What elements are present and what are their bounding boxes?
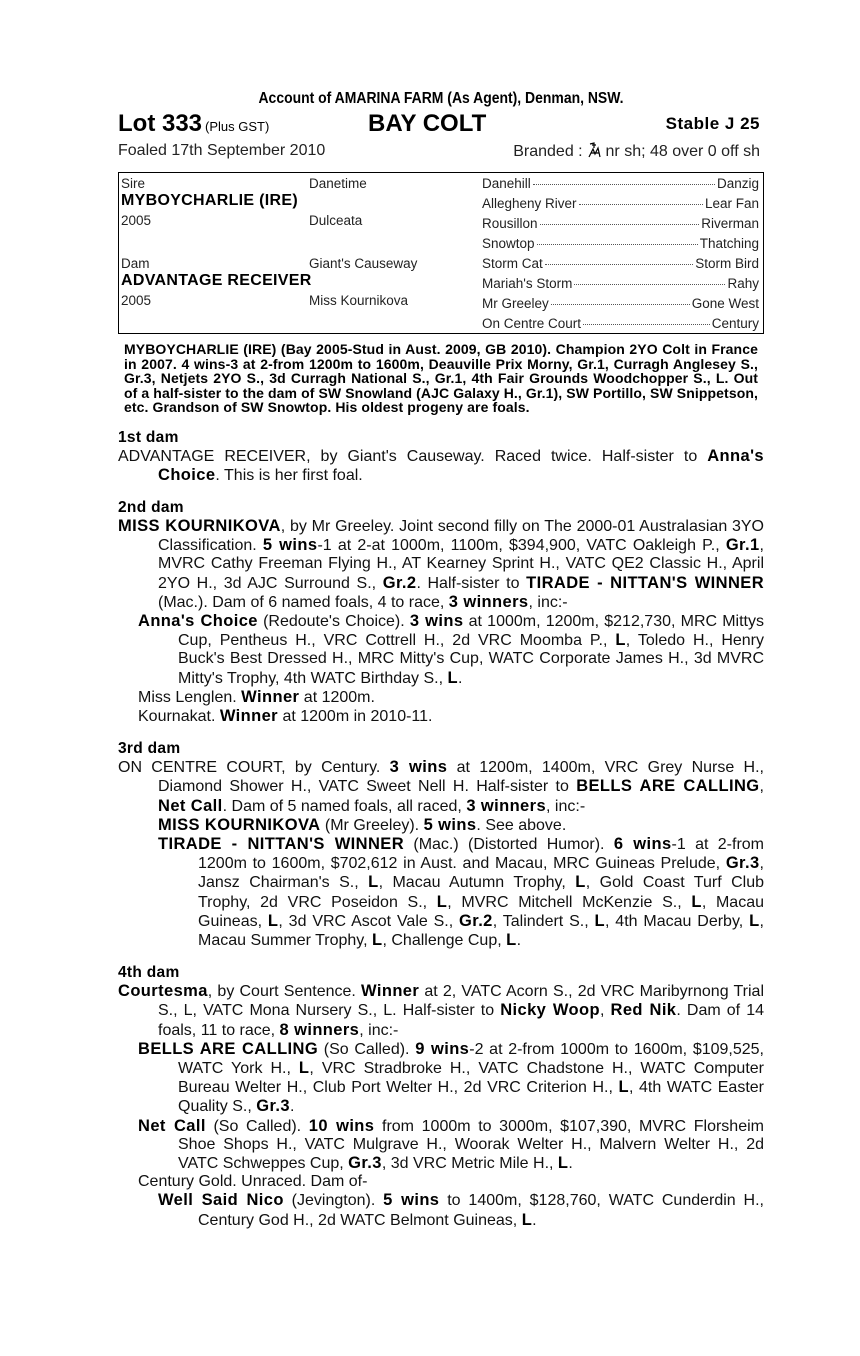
dot-leader	[540, 224, 700, 225]
sex-color: BAY COLT	[368, 110, 487, 137]
text: ,	[599, 1002, 611, 1020]
bold-text: Well Said Nico	[158, 1191, 284, 1210]
text: , by Mr Greeley. Joint second filly on The 2000-01 Australasian 3YO Classification.	[158, 517, 765, 555]
bold-text: Net Call	[158, 796, 223, 815]
grand-right: Riverman	[701, 216, 759, 231]
bold-text: Red Nik	[610, 1001, 677, 1020]
grand-ancestor-5	[482, 256, 759, 271]
pedigree-table	[118, 172, 764, 334]
progeny-kournakat	[118, 707, 764, 726]
bold-text: 3 wins	[389, 758, 448, 777]
bold-text: Gr.1	[725, 536, 760, 555]
text: (Mac.) (Distorted Humor).	[404, 835, 614, 853]
first-dam-heading: 1st dam	[118, 428, 179, 446]
bold-text: L	[447, 668, 458, 687]
branded-details: nr sh; 48 over 0 off sh	[605, 143, 760, 160]
text: ON CENTRE COURT, by Century.	[118, 759, 390, 777]
sire-label: Sire	[121, 176, 146, 191]
branded-info	[513, 142, 760, 161]
text: -1 at 2-from 1200m to 1600m, $702,612 in Aust. and Macau, MRC Guineas Prelude,	[198, 835, 765, 873]
text: . Dam of 5 named foals, all raced,	[222, 797, 467, 815]
grand-ancestor-7	[482, 296, 759, 311]
text: . Half-sister to	[416, 574, 527, 592]
text: -2 at 2-from 1000m to 1600m, $109,525, WATC York H.,	[178, 1040, 764, 1077]
bold-text: MISS KOURNIKOVA	[158, 815, 321, 834]
first-dam-paragraph	[118, 447, 764, 485]
bold-text: L	[749, 911, 760, 930]
text: , VRC Stradbroke H., VATC Chadstone H., WATC Computer Bureau Welter H., Club Port Welter H., 2d VRC Criterion H.,	[178, 1059, 765, 1097]
grand-ancestor-1	[482, 176, 759, 191]
fourth-dam-paragraph	[118, 982, 764, 1040]
bold-text: L	[436, 892, 448, 911]
text: , inc:-	[359, 1021, 399, 1039]
text: , inc:-	[528, 593, 568, 611]
grand-ancestor-4	[482, 236, 759, 251]
progeny-century-gold	[118, 1173, 764, 1191]
bold-text: Anna's Choice	[138, 611, 258, 630]
bold-text: TIRADE - NITTAN'S WINNER	[526, 573, 765, 592]
bold-text: Net Call	[138, 1116, 206, 1135]
text: -1 at 2-at 1000m, 1100m, $394,900, VATC Oakleigh P.,	[317, 537, 726, 555]
text: (So Called).	[205, 1117, 309, 1135]
bold-text: TIRADE - NITTAN'S WINNER	[158, 834, 405, 853]
second-dam-paragraph	[118, 517, 764, 612]
grand-right: Thatching	[699, 236, 759, 251]
bold-text: MISS KOURNIKOVA	[118, 516, 281, 535]
brand-icon	[587, 142, 601, 158]
text: at 1000m, 1200m, $212,730, MRC Mittys Cup, Pentheus H., VRC Cottrell H., 2d VRC Moomba P.,	[178, 612, 765, 650]
bold-text: BELLS ARE CALLING	[576, 777, 760, 796]
dot-leader	[545, 264, 693, 265]
bold-text: Gr.2	[459, 911, 493, 930]
third-dam-heading: 3rd dam	[118, 740, 181, 758]
dam-dam: Miss Kournikova	[309, 293, 409, 308]
bold-text: 8 winners	[279, 1020, 360, 1039]
bold-text: L	[615, 631, 626, 650]
text: . This is her first foal.	[215, 466, 363, 484]
dam-year: 2005	[121, 293, 152, 308]
text: .	[457, 669, 463, 687]
bold-text: 9 wins	[415, 1039, 470, 1058]
text: (Redoute's Choice).	[257, 612, 410, 630]
bold-text: L	[368, 873, 379, 892]
text: , Macau Summer Trophy,	[198, 912, 764, 949]
text: , 4th Macau Derby,	[605, 912, 750, 930]
bold-text: L	[521, 1210, 533, 1229]
bold-text: 3 winners	[466, 796, 547, 815]
text: ADVANTAGE RECEIVER, by Giant's Causeway. Raced twice. Half-sister to	[118, 447, 708, 465]
progeny-net-call	[118, 1117, 764, 1174]
sire-summary: MYBOYCHARLIE (IRE) (Bay 2005-Stud in Aust. 2009, GB 2010). Champion 2YO Colt in France in 2007. 4 wins-3 at 2-from 1200m to 1600m, Deauville Prix Morny, Gr.1, Curragh Anglesey S., Gr.3, Netjets 2YO S., 3d Curragh National S., Gr.1, 4th Fair Grounds Woodchopper S., L. Out of a half-sister to the dam of SW Snowland (AJC Galaxy H., Gr.1), SW Portillo, SW Snippetson, etc. Grandson of SW Snowtop. His oldest progeny are foals.	[124, 341, 758, 415]
third-dam-paragraph	[118, 758, 764, 816]
text: .	[532, 1211, 537, 1229]
text: (Mr Greeley).	[320, 816, 424, 834]
text: .	[516, 931, 522, 949]
text: (Jevington).	[283, 1192, 384, 1210]
sire-dam: Dulceata	[309, 213, 363, 228]
lot-label: Lot 333	[118, 110, 203, 137]
branded-label: Branded :	[513, 143, 583, 160]
text: (Mac.). Dam of 6 named foals, 4 to race,	[158, 593, 449, 611]
dot-leader	[533, 184, 715, 185]
dot-leader	[551, 304, 690, 305]
text: .	[289, 1098, 295, 1116]
dot-leader	[537, 244, 698, 245]
grand-left: Snowtop	[482, 236, 535, 251]
grand-right: Rahy	[727, 276, 759, 291]
bold-text: L	[618, 1078, 629, 1097]
grand-ancestor-3	[482, 216, 759, 231]
bold-text: 3 wins	[409, 611, 464, 630]
progeny-bells-are-calling	[118, 1040, 764, 1117]
vendor-account: Account of AMARINA FARM (As Agent), Denman, NSW.	[258, 90, 624, 107]
bold-text: L	[691, 892, 702, 911]
text: to 1400m, $128,760, WATC Cunderdin H., Century God H., 2d WATC Belmont Guineas,	[198, 1192, 764, 1229]
dam-sire: Giant's Causeway	[309, 256, 418, 271]
sire-year: 2005	[121, 213, 152, 228]
lot-row	[118, 110, 764, 140]
bold-text: L	[267, 911, 279, 930]
dot-leader	[574, 284, 725, 285]
bold-text: Courtesma	[118, 982, 208, 1001]
text: , MVRC Cathy Freeman Flying H., AT Kearney Sprint H., VATC QE2 Classic H., April 2YO H., 3d AJC Surround S.,	[158, 537, 764, 592]
grand-left: Storm Cat	[482, 256, 543, 271]
text: (So Called).	[318, 1040, 416, 1058]
text: at 1200m, 1400m, VRC Grey Nurse H., Diamond Shower H., VATC Sweet Nell H. Half-sister to	[158, 759, 764, 796]
bold-text: 5 wins	[423, 815, 477, 834]
progeny-annas-choice	[118, 612, 764, 688]
grand-ancestor-2	[482, 196, 759, 211]
plus-gst-note: (Plus GST)	[205, 119, 270, 134]
bold-text: L	[506, 930, 517, 949]
stable-number: Stable J 25	[665, 114, 760, 133]
text: at 1200m in 2010-11.	[278, 707, 433, 725]
bold-text: L	[298, 1058, 310, 1077]
bold-text: 5 wins	[262, 536, 318, 555]
text: , Jansz Chairman's S.,	[198, 855, 764, 892]
text: , Macau Guineas,	[198, 893, 765, 930]
text: , 4th WATC Easter Quality S.,	[178, 1079, 764, 1116]
bold-text: Gr.2	[382, 573, 417, 592]
bold-text: Gr.3	[725, 854, 760, 873]
grand-left: Allegheny River	[482, 196, 577, 211]
text: , Challenge Cup,	[382, 931, 507, 949]
grand-left: Rousillon	[482, 216, 538, 231]
bold-text: 6 wins	[613, 834, 672, 853]
bold-text: L	[371, 930, 383, 949]
bold-text: Winner	[361, 982, 420, 1001]
bold-text: Nicky Woop	[500, 1001, 600, 1020]
text: , Talindert S.,	[492, 912, 595, 930]
text: at 2, VATC Acorn S., 2d VRC Maribyrnong Trial S., L, VATC Mona Nursery S., L. Half-sister to	[158, 983, 764, 1020]
foaled-row	[118, 140, 764, 166]
text: , Gold Coast Turf Club Trophy, 2d VRC Poseidon S.,	[198, 874, 765, 911]
fourth-dam-heading: 4th dam	[118, 964, 180, 982]
progeny-well-said-nico	[118, 1191, 764, 1229]
grand-right: Lear Fan	[704, 196, 759, 211]
text: , MVRC Mitchell McKenzie S.,	[447, 893, 692, 911]
grand-ancestor-6	[482, 276, 759, 291]
grand-left: Mr Greeley	[482, 296, 549, 311]
text: .	[568, 1155, 573, 1172]
bold-text: Anna's Choice	[158, 446, 764, 484]
catalogue-page	[118, 90, 764, 1230]
grand-left: On Centre Court	[482, 316, 582, 331]
bold-text: Gr.3	[348, 1154, 382, 1172]
text: Kournakat.	[138, 707, 220, 725]
bold-text: 3 winners	[448, 592, 529, 611]
foaled-date: Foaled 17th September 2010	[118, 142, 326, 159]
grand-right: Storm Bird	[695, 256, 759, 271]
bold-text: BELLS ARE CALLING	[138, 1039, 319, 1058]
text: , 3d VRC Ascot Vale S.,	[278, 912, 460, 930]
grand-right: Gone West	[691, 296, 759, 311]
grand-left: Danehill	[482, 176, 531, 191]
text: , inc:-	[546, 797, 586, 815]
dot-leader	[583, 324, 710, 325]
dam-name: ADVANTAGE RECEIVER	[121, 272, 312, 289]
text: from 1000m to 3000m, $107,390, MVRC Florsheim Shoe Shops H., VATC Mulgrave H., Woorak Welter H., Malvern Welter H., 2d VATC Schweppes Cup,	[178, 1117, 764, 1172]
grand-left: Mariah's Storm	[482, 276, 573, 291]
lot-number	[118, 110, 269, 138]
grand-ancestor-8	[482, 316, 759, 331]
bold-text: L	[575, 873, 586, 892]
bold-text: 5 wins	[383, 1191, 440, 1210]
bold-text: Winner	[241, 687, 300, 706]
progeny-miss-lenglen	[118, 688, 764, 707]
text: , Toledo H., Henry Buck's Best Dressed H., MRC Mitty's Cup, WATC Corporate James H., 3d MVRC Mitty's Trophy, 4th WATC Birthday S.,	[178, 632, 764, 687]
bold-text: Gr.3	[256, 1097, 290, 1116]
progeny-tirade	[118, 835, 764, 950]
text: Miss Lenglen.	[138, 688, 242, 706]
text: at 1200m.	[299, 688, 375, 706]
sire-name: MYBOYCHARLIE (IRE)	[121, 192, 298, 209]
text: . Dam of 14 foals, 11 to race,	[158, 1002, 765, 1039]
dot-leader	[579, 204, 703, 205]
text: , 3d VRC Metric Mile H.,	[381, 1155, 558, 1172]
text: ,	[759, 778, 764, 796]
grand-right: Danzig	[716, 176, 759, 191]
second-dam-heading: 2nd dam	[118, 498, 184, 516]
text: . See above.	[476, 816, 567, 834]
text: Century Gold. Unraced. Dam of-	[138, 1173, 368, 1191]
bold-text: L	[557, 1154, 569, 1172]
text: , Macau Autumn Trophy,	[378, 874, 576, 892]
dam-label: Dam	[121, 256, 150, 271]
bold-text: L	[594, 911, 605, 930]
progeny-miss-kournikova	[118, 816, 764, 835]
bold-text: 10 wins	[308, 1116, 375, 1135]
grand-right: Century	[711, 316, 759, 331]
sire-sire: Danetime	[309, 176, 367, 191]
text: , by Court Sentence.	[207, 983, 362, 1001]
bold-text: Winner	[219, 706, 278, 725]
